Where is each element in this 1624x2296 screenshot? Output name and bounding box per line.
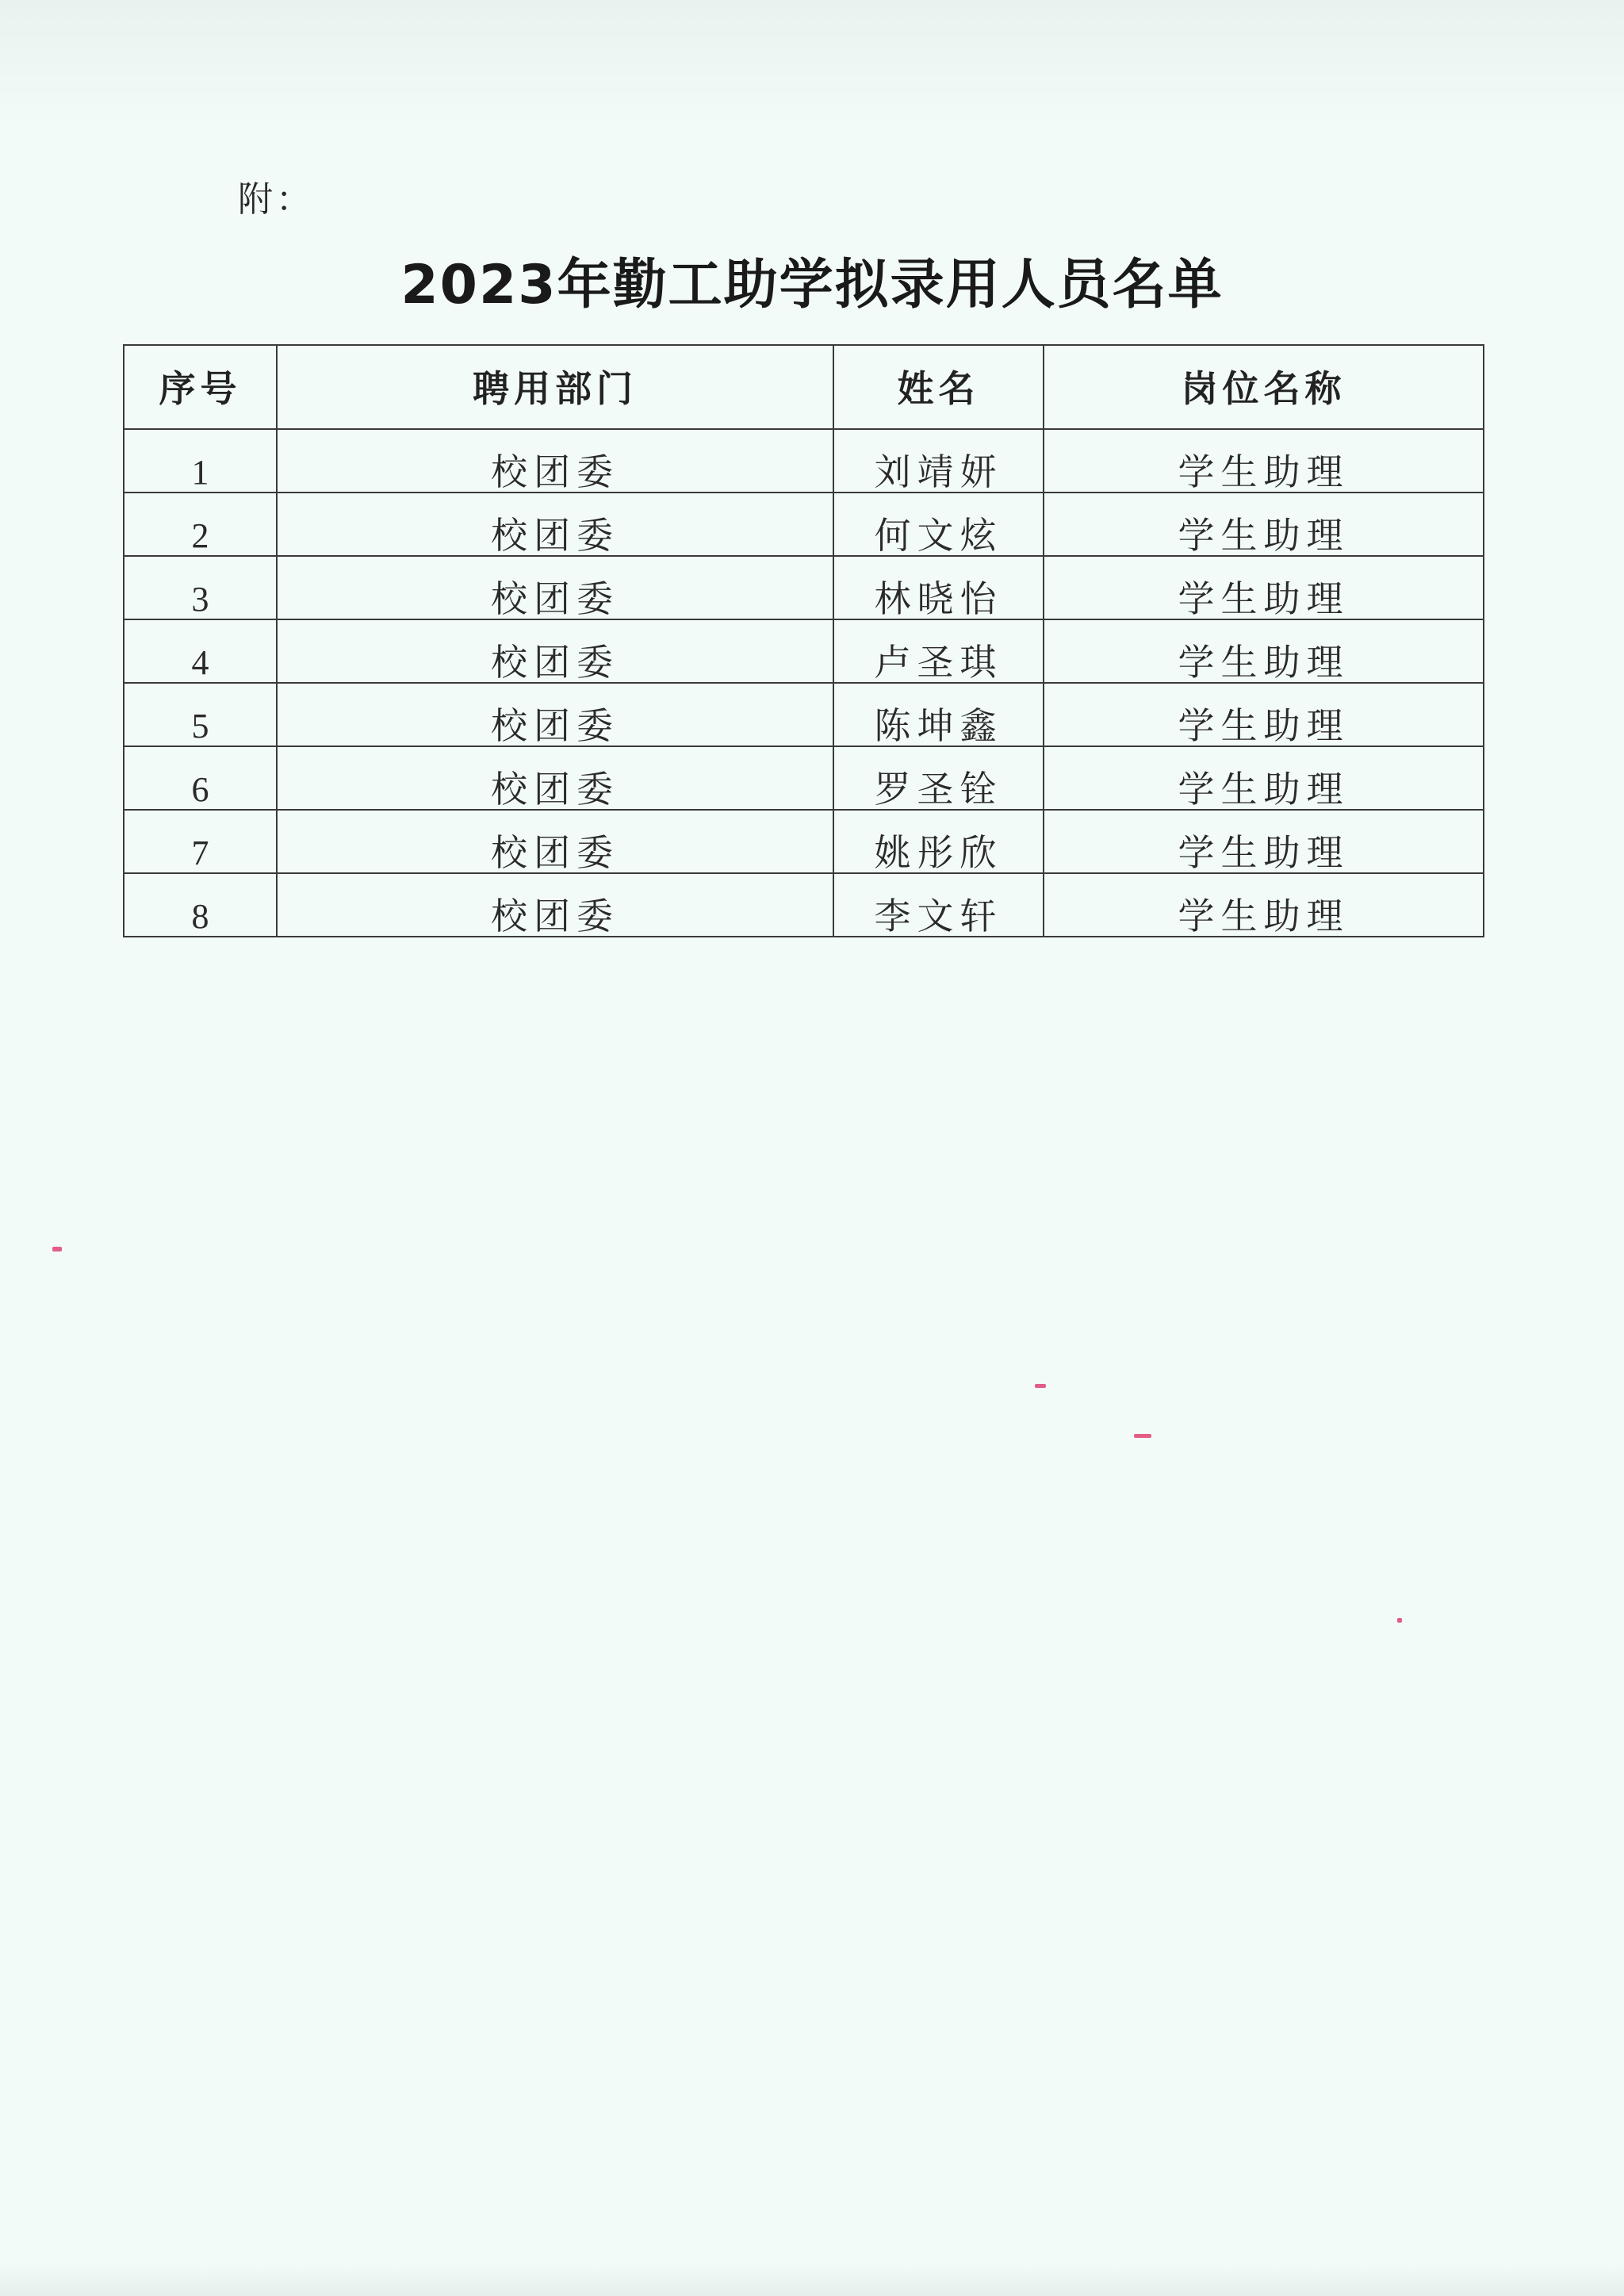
table-row (124, 683, 1484, 746)
cell-serial-number: 1 (124, 429, 277, 493)
header-serial-number: 序号 (124, 345, 277, 429)
document-title: 2023年勤工助学拟录用人员名单 (400, 254, 1224, 316)
cell-position: 学生助理 (1044, 746, 1484, 810)
scan-shadow-bottom (0, 2264, 1624, 2296)
cell-name: 姚彤欣 (833, 810, 1044, 873)
cell-serial-number: 7 (124, 810, 277, 873)
table-row (124, 746, 1484, 810)
cell-name: 林晓怡 (833, 556, 1044, 619)
cell-serial-number: 3 (124, 556, 277, 619)
table-row (124, 429, 1484, 493)
cell-department: 校团委 (277, 746, 833, 810)
cell-position: 学生助理 (1044, 556, 1484, 619)
cell-position: 学生助理 (1044, 873, 1484, 937)
scan-speck (1035, 1384, 1046, 1388)
cell-serial-number: 2 (124, 493, 277, 556)
cell-serial-number: 4 (124, 619, 277, 683)
cell-name: 何文炫 (833, 493, 1044, 556)
cell-department: 校团委 (277, 429, 833, 493)
cell-position: 学生助理 (1044, 429, 1484, 493)
header-department: 聘用部门 (277, 345, 833, 429)
table-row (124, 810, 1484, 873)
cell-name: 李文轩 (833, 873, 1044, 937)
hiring-list-table (123, 344, 1484, 937)
scan-speck (1397, 1618, 1402, 1623)
cell-department: 校团委 (277, 873, 833, 937)
cell-name: 罗圣铨 (833, 746, 1044, 810)
cell-position: 学生助理 (1044, 810, 1484, 873)
cell-department: 校团委 (277, 493, 833, 556)
cell-department: 校团委 (277, 683, 833, 746)
cell-serial-number: 8 (124, 873, 277, 937)
table-row (124, 556, 1484, 619)
cell-department: 校团委 (277, 810, 833, 873)
cell-name: 卢圣琪 (833, 619, 1044, 683)
table-row (124, 873, 1484, 937)
cell-position: 学生助理 (1044, 683, 1484, 746)
header-name: 姓名 (833, 345, 1044, 429)
table-row (124, 619, 1484, 683)
header-position: 岗位名称 (1044, 345, 1484, 429)
cell-name: 陈坤鑫 (833, 683, 1044, 746)
scan-speck (1134, 1434, 1151, 1438)
cell-position: 学生助理 (1044, 619, 1484, 683)
table-header-row (124, 345, 1484, 429)
attachment-label: 附： (238, 179, 314, 220)
cell-department: 校团委 (277, 556, 833, 619)
cell-name: 刘靖妍 (833, 429, 1044, 493)
cell-serial-number: 5 (124, 683, 277, 746)
cell-position: 学生助理 (1044, 493, 1484, 556)
table-row (124, 493, 1484, 556)
scan-speck (52, 1247, 62, 1251)
scan-shadow-top (0, 0, 1624, 127)
cell-serial-number: 6 (124, 746, 277, 810)
cell-department: 校团委 (277, 619, 833, 683)
